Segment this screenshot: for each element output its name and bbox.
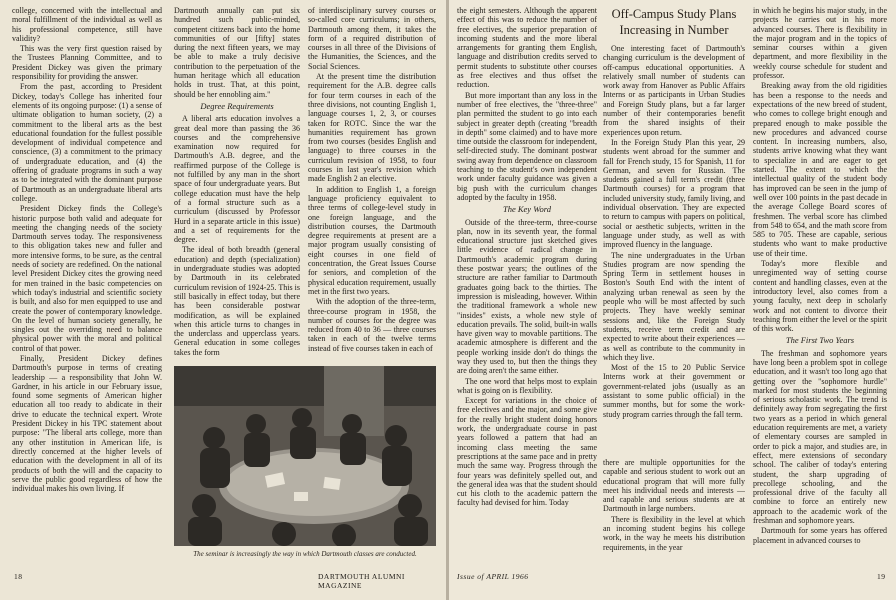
left-column-3 — [308, 6, 436, 362]
page-number-right: 19 — [877, 572, 886, 581]
paragraph: President Dickey finds the College's historic purpose both valid and adequate for meeting the changing needs of the society Dartmouth serves today. The responsiveness to this obligation takes new and fuller and more intensive forms, to be sure, as the central needs of society are redefined. On the national level President Dickey cites the growing need for men trained in the basic competencies on which today's industrial and scientific society is built, and also for men equipped to use and create the power of contemporary knowledge. On the level of human society generally, he singles out the overriding need to balance physical power with the moral and political control of that power. — [12, 204, 162, 353]
seminar-photo — [174, 366, 436, 546]
seminar-photo-illustration — [174, 366, 436, 546]
paragraph: Finally, President Dickey defines Dartmouth's purpose in terms of creating leadership — a responsibility that John W. Gardner, in his article in our February issue, found some segments of American higher education all too ready to abdicate in their drive to educate the technical expert. Wrote President Dickey in his TPC statement about purpose: "The liberal arts college, more than any other institution in American life, is directly concerned at the higher levels of education with the development in all of its products of both the will and the capacity to serve the public good regardless of how the individual makes his own living. If — [12, 353, 162, 494]
left-column-1 — [12, 6, 162, 566]
paragraph: At the present time the distribution requirement for the A.B. degree calls for four term courses in each of the three divisions, not counting English 1, language courses 1, 2, 3, or courses taken for ROTC. Since the war the humanities requirement has grown from two courses (besides English and language) to three courses in the curriculum revision of 1958, to four courses in last year's revision which made English 2 an elective. — [308, 72, 436, 184]
left-column-2 — [174, 6, 300, 362]
right-column-2-sidebar — [603, 6, 745, 446]
right-column-3 — [753, 6, 887, 566]
page-number-left: 18 — [14, 572, 23, 581]
paragraph: Most of the 15 to 20 Public Service Interns work at their government or government-related jobs (usually as an assistant to some public official) in the summer months, but for some the work-study program carries through the fall term. — [603, 363, 745, 419]
paragraph: Breaking away from the old rigidities has been a response to the needs and expectations of the new breed of student, who comes to college bright enough and prepared enough to make possible the new procedures and advanced course content. In increasing numbers, also, students arrive knowing what they want to specialize in and are eager to get started. The extent to which the intellectual quality of the student body has improved can be seen in the jump of well over 100 points in the past decade in the average College Board scores of freshmen. The verbal score has climbed from 548 to 654, and the math score from 585 to 705. These are capable, serious students who want to make productive use of their time. — [753, 81, 887, 258]
paragraph: In addition to English 1, a foreign language proficiency equivalent to three terms of college-level study in one foreign language, and the distribution courses, the Dartmouth degree requirements at present are a major program usually consisting of eight courses in one field of concentration, the Great Issues Course for seniors, and completion of the physical education requirement, usually met in the first two years. — [308, 184, 436, 296]
right-column-2-continued — [603, 458, 745, 566]
paragraph: This was the very first question raised by the Trustees Planning Committee, and to President Dickey was given the primary responsibility for providing the answer. — [12, 44, 162, 82]
paragraph: In the Foreign Study Plan this year, 29 students went abroad for the summer and fall for French study, 15 for Spanish, 11 for German, and seven for Russian. The students gained a full term's credit (three Dartmouth courses) for a program that included university study, family living, and individual observation. They are expected to return to campus with papers on political, social or aesthetic subjects, written in the language under study, as well as with improved fluency in the language. — [603, 137, 745, 250]
paragraph: Today's more flexible and unregimented way of setting course content and handling classes, even at the introductory level, also comes from a young faculty, next deep in scholarly work and not content to divorce their teaching from either the level or the spirit of this work. — [753, 259, 887, 334]
paragraph: in which he begins his major study, in the projects he carries out in his more advanced courses. There is flexibility in the major program and in the topics of seminar courses within a given department, and more flexibility in the weekly course schedule for student and professor. — [753, 6, 887, 81]
paragraph: the eight semesters. Although the apparent effect of this was to reduce the number of free electives, the superior preparation of incoming students and the more liberal arrangements for granting them English, language and distribution credits served to permit students to substitute other courses as free electives and thus offset the reduction. — [457, 6, 597, 90]
right-column-1 — [457, 6, 597, 566]
paragraph: The freshman and sophomore years have long been a problem spot in college education, and it wasn't too long ago that getting over the "sophomore hurdle" marked for most students the beginning of serious scholastic work. The trend is definitely away from segregating the first two years as a period in which general education requirements are met, a variety of elementary courses are sampled in order to pick a major, and studies are, in effect, mere extensions of secondary school. The caliber of today's entering student, the sharp upgrading of precollege schooling, and the professional drive of the faculty all combine to force an entirely new approach to the academic work of the freshman and sophomore years. — [753, 348, 887, 526]
paragraph: there are multiple opportunities for the capable and serious student to work out an educational program that will more fully meet his individual needs and interests — and capable and serious students are at Dartmouth in large numbers. — [603, 458, 745, 514]
paragraph: Outside of the three-term, three-course plan, now in its seventh year, the formal educational structure just sketched gives little evidence of radical change in Dartmouth's academic program during these postwar years; the outlines of the structure are rather familiar to Dartmouth graduates going back to the thirties. The impression is misleading, however. Within the traditional framework a whole new "insides" exists, a whole new style of education prevails. The solid, built-in walls have given way to movable partitions. The academic atmosphere is different and the people working inside don't do things the way they used to, but then the things they are doing aren't the same either. — [457, 217, 597, 376]
paragraph: The nine undergraduates in the Urban Studies program are now spending the Spring Term in settlement houses in Boston's South End with the intent of analyzing urban renewal as seen by the people who will be most affected by such projects. They have weekly seminar sessions and, like the Foreign Study students, receive term credit and are expected to write about their experiences — as well as contribute to the community in which they live. — [603, 250, 745, 362]
section-heading: Degree Requirements — [200, 100, 274, 111]
paragraph: college, concerned with the intellectual and moral fulfillment of the individual as well as his professional competence, still have validity? — [12, 6, 162, 43]
paragraph: One interesting facet of Dartmouth's changing curriculum is the development of off-campus educational opportunities. A relatively small number of students can work away from Hanover as Public Affairs Interns or as participants in Urban Studies and Foreign Study plans, but a far larger number of their contemporaries benefit from the shared insights of their experiences upon return. — [603, 44, 745, 137]
paragraph: Dartmouth annually can put six hundred such public-minded, competent citizens back into the home communities of our [fifty] states during the next fifteen years, we may be able to make a truly decisive contribution to the perpetuation of the human heritage which all education holds in trust. That, at this point, should be her ennobling aim." — [174, 6, 300, 99]
left-page — [0, 0, 446, 600]
magazine-title-footer: DARTMOUTH ALUMNI MAGAZINE — [318, 572, 405, 590]
section-heading: The First Two Years — [785, 335, 855, 346]
paragraph: There is flexibility in the level at which an incoming student begins his college work, in the way he meets his distribution requirements, in the year — [603, 514, 745, 552]
paragraph: But more important than any loss in the number of free electives, the "three-three" plan permitted the student to go into each subject in greater depth (creating "breadth in depth" some claimed) and to have more time outside the classroom for independent, self-directed study. The dominant postwar swing away from dependence on classroom teaching to the student's own independent work under faculty guidance was given a big push with the curriculum changes adopted by the faculty in 1958. — [457, 90, 597, 202]
paragraph: From the past, according to President Dickey, today's College has inherited four elements of its ongoing purpose: (1) a sense of ultimate obligation to human society, (2) a commitment to the liberal arts as the best educational foundation for the fullest possible development of individual competence and conscience, (3) a commitment to the primacy of undergraduate education, and (4) the offering of graduate programs in such a way as to be integrated with the dominant purpose of Dartmouth as an undergraduate liberal arts college. — [12, 82, 162, 203]
paragraph: A liberal arts education involves a great deal more than passing the 36 courses and the comprehensive examination now required for Dartmouth's A.B. degree, and the reaffirmed purpose of the College is not fulfilled by any man in the short space of four undergraduate years. But college education must have the help of a formal structure such as a curriculum (discussed by Professor Hurd in a separate article in this issue) and a set of requirements for the degree. — [174, 114, 300, 245]
issue-date-footer: Issue of APRIL 1966 — [457, 572, 529, 581]
paragraph: The ideal of both breadth (general education) and depth (specialization) in undergraduate studies was adopted by Dartmouth in its celebrated curriculum revision of 1924-25. This is still basically in effect today, but there has been considerable postwar modification, as will be explained when this article turns to changes in the underclass and upperclass years. General education in some colleges takes the form — [174, 245, 300, 357]
right-page — [449, 0, 896, 600]
section-heading: The Key Word — [502, 204, 551, 215]
paragraph: With the adoption of the three-term, three-course program in 1958, the number of courses for the degree was reduced from 40 to 36 — three courses taken in each of the twelve terms instead of five courses taken in each of — [308, 297, 436, 353]
sidebar-title: Off-Campus Study Plans Increasing in Number — [611, 7, 737, 37]
paragraph: Except for variations in the choice of free electives and the major, and some give for the really bright student doing honors work, the undergraduate course in past years followed a pattern that had an incoming class meeting the same prescriptions at the same pace and in pretty much the same way. Progress through the four years was definitely spelled out, and the general idea was that the student should cut his cloth to the academic pattern the faculty had devised for him. Today — [457, 396, 597, 508]
paragraph: The one word that helps most to explain what is going on is flexibility. — [457, 376, 597, 395]
photo-caption: The seminar is increasingly the way in which Dartmouth classes are conducted. — [193, 550, 417, 558]
paragraph: of interdisciplinary survey courses or so-called core curriculums; in others, Dartmouth among them, it takes the form of a required distribution of courses in all three of the Divisions of the Humanities, the Sciences, and the Social Sciences. — [308, 6, 436, 71]
paragraph: Dartmouth for some years has offered placement in advanced courses to — [753, 526, 887, 545]
